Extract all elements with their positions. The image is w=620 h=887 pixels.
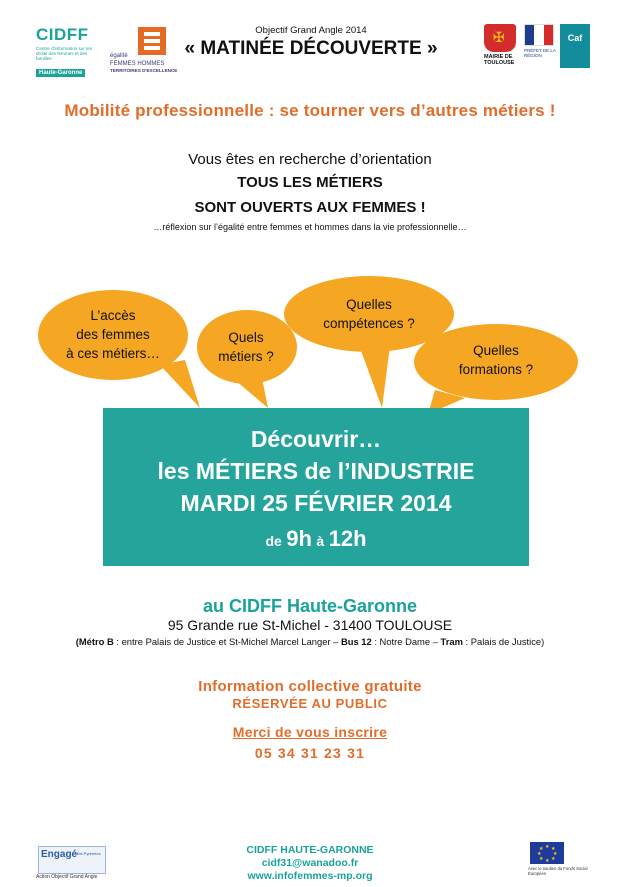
info-reserved: RÉSERVÉE AU PUBLIC bbox=[232, 696, 388, 711]
bubble-formations bbox=[436, 341, 556, 379]
bubble-tail-competences bbox=[360, 346, 390, 408]
tram-text: : Palais de Justice) bbox=[462, 636, 545, 647]
event-time-start: 9h bbox=[286, 526, 312, 551]
footer-org: CIDFF HAUTE-GARONNE bbox=[246, 844, 374, 856]
subtitle: Mobilité professionnelle : se tourner vers d’autres métiers ! bbox=[64, 101, 556, 120]
egalite-logo-line1: égalité bbox=[110, 53, 128, 59]
info-free: Information collective gratuite bbox=[198, 678, 422, 695]
event-time bbox=[103, 526, 529, 552]
engage-caption: Action Objectif Grand Angle bbox=[36, 874, 98, 880]
cidff-logo-name: CIDFF bbox=[36, 25, 89, 44]
bubble-metiers-line1: Quels bbox=[228, 330, 264, 345]
bubble-competences-line1: Quelles bbox=[346, 297, 392, 312]
caf-logo-label: Caf bbox=[567, 33, 583, 43]
bubble-competences-line2: compétences ? bbox=[323, 316, 415, 331]
eu-flag-icon: ★ ★ ★ ★ ★ ★ ★ ★ bbox=[530, 842, 564, 864]
bubble-metiers-line2: métiers ? bbox=[218, 349, 274, 364]
bubble-acces-line3: à ces métiers… bbox=[66, 346, 160, 361]
bubble-acces bbox=[55, 306, 171, 363]
phone-number: 05 34 31 23 31 bbox=[254, 745, 366, 761]
bubble-tail-metiers bbox=[235, 378, 268, 408]
cidff-logo-tagline: Centre d'information sur les droits des femmes et des familles bbox=[36, 46, 93, 61]
metro-label: Métro B bbox=[78, 636, 114, 647]
bubble-acces-line1: L’accès bbox=[90, 308, 136, 323]
footer-website: www.infofemmes-mp.org bbox=[247, 870, 373, 882]
event-line-2: les MÉTIERS de l’INDUSTRIE bbox=[157, 458, 475, 484]
bus-label: Bus 12 bbox=[340, 636, 372, 647]
toulouse-cross-icon: ✠ bbox=[484, 24, 516, 52]
venue-name: au CIDFF Haute-Garonne bbox=[202, 596, 417, 616]
mairie-logo-label: MAIRIE DE TOULOUSE bbox=[484, 54, 515, 66]
event-date: MARDI 25 FÉVRIER 2014 bbox=[180, 490, 452, 516]
transport-info bbox=[0, 636, 620, 647]
reflection-note: …réflexion sur l’égalité entre femmes et hommes dans la vie professionnelle… bbox=[153, 222, 467, 232]
bubble-formations-line2: formations ? bbox=[458, 362, 534, 377]
bubble-acces-line2: des femmes bbox=[76, 327, 150, 342]
eu-caption: Avec le soutien du Fonds Social Européen bbox=[528, 866, 588, 876]
event-title: « MATINÉE DÉCOUVERTE » bbox=[184, 38, 438, 59]
bubble-competences bbox=[303, 295, 435, 333]
top-kicker: Objectif Grand Angle 2014 bbox=[255, 25, 367, 36]
bubble-metiers bbox=[203, 328, 289, 366]
cidff-logo-region: Haute-Garonne bbox=[36, 69, 85, 77]
prefet-logo-label: PRÉFET DE LA RÉGION bbox=[524, 48, 556, 58]
bus-text: : Notre Dame – bbox=[371, 636, 441, 647]
metro-text: : entre Palais de Justice et St-Michel Marcel Langer – bbox=[113, 636, 341, 647]
event-box bbox=[103, 408, 529, 566]
engage-logo-small: Midi-Pyrénées bbox=[75, 851, 101, 856]
bubble-formations-line1: Quelles bbox=[473, 343, 519, 358]
event-time-a: à bbox=[316, 533, 325, 549]
event-time-de: de bbox=[265, 533, 282, 549]
venue-address: 95 Grande rue St-Michel - 31400 TOULOUSE bbox=[167, 617, 453, 633]
egalite-logo-line2: FEMMES HOMMES bbox=[110, 61, 165, 67]
signup-text: Merci de vous inscrire bbox=[232, 724, 388, 740]
transport-open: ( bbox=[75, 636, 79, 647]
tram-label: Tram bbox=[440, 636, 463, 647]
footer-email: cidf31@wanadoo.fr bbox=[261, 857, 359, 869]
bubble-tail-acces bbox=[160, 360, 200, 408]
engage-logo-big: Engagé bbox=[41, 849, 78, 860]
egalite-logo-line3: TERRITOIRES D'EXCELLENCE bbox=[110, 68, 178, 73]
headline-line-1: TOUS LES MÉTIERS bbox=[237, 174, 383, 191]
intro-question: Vous êtes en recherche d’orientation bbox=[188, 151, 432, 168]
event-line-1: Découvrir… bbox=[250, 426, 382, 452]
headline-line-2: SONT OUVERTS AUX FEMMES ! bbox=[194, 199, 426, 216]
event-time-end: 12h bbox=[328, 526, 367, 551]
